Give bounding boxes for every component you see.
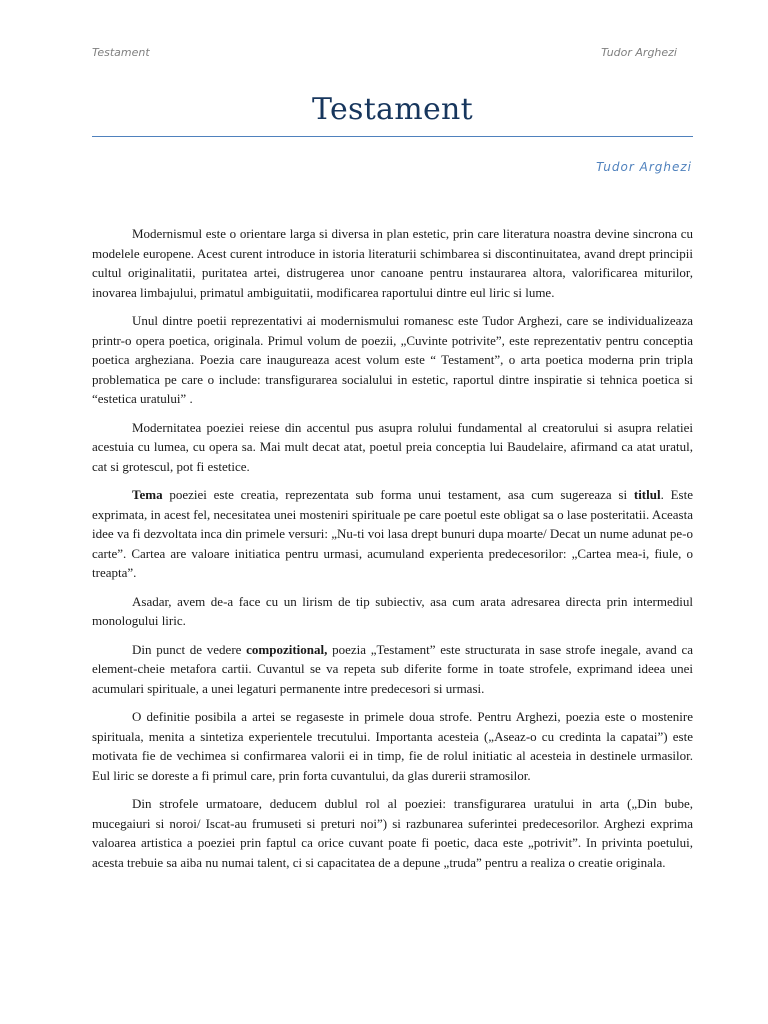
bold-term: Tema xyxy=(132,487,163,502)
paragraph-text: poezia „Testament” este structurata in sase strofe inegale, avand ca element-cheie metafora cartii. Cuvantul se va repeta sub diferite forme in toate strofele, exprimand ideea unei acumulari spirituale, a unei legaturi permanente intre predecesori si urmasi. xyxy=(92,641,693,696)
title-divider xyxy=(92,136,693,137)
paragraph xyxy=(92,640,693,699)
paragraph-text: . Este exprimata, in acest fel, necesitatea unei mosteniri spirituale pe care poetul este obligat sa o lase posteritatii. Aceasta idee va fi dezvoltata inca din primele versuri: „Nu-ti voi lasa drept bunuri dupa moarte/ Decat un nume adunat pe-o carte”. Cartea are valoare initiatica pentru urmasi, acumuland experienta predecesorilor: „Cartea mea-i, fiule, o treapta”. xyxy=(92,487,693,580)
paragraph xyxy=(92,485,693,583)
paragraph: Modernitatea poeziei reiese din accentul pus asupra rolului fundamental al creatorului si asupra relatiei acestuia cu lumea, cu opera sa. Mai mult decat atat, poetul preia conceptia lui Baudelaire, afirmand ca atat uratul, cat si grotescul, pot fi estetice. xyxy=(92,419,693,474)
paragraph: Asadar, avem de-a face cu un lirism de tip subiectiv, asa cum arata adresarea directa prin intermediul monologului liric. xyxy=(92,593,693,628)
page-title: Testament xyxy=(311,92,474,127)
paragraph: O definitie posibila a artei se regaseste in primele doua strofe. Pentru Arghezi, poezia este o mostenire spirituala, menita a sintetiza experientele trecutului. Importanta acesteia („Aseaz-o cu credinta la capatai”) este motivata fie de vechimea si confirmarea valorii ei in timp, fie de rolul initiatic al acesteia in destinele urmasilor. Eul liric se doreste a fi primul care, prin forta cuvantului, da glas durerii stramosilor. xyxy=(92,709,693,783)
running-header-right: Tudor Arghezi xyxy=(601,46,677,59)
paragraph: Din strofele urmatoare, deducem dublul rol al poeziei: transfigurarea uratului in arta („Din bube, mucegaiuri si noroi/ Iscat-au frumuseti si preturi noi”) si razbunarea suferintei predecesorilor. Arghezi exprima valoarea artistica a poeziei prin faptul ca orice cuvant poate fi poetic, daca este „potrivit”. In privinta poetului, acesta trebuie sa aiba nu numai talent, ci si capacitatea de a depune „truda” pentru a realiza o creatie originala. xyxy=(92,796,693,870)
running-header-left: Testament xyxy=(92,46,150,59)
paragraph-text: Din punct de vedere xyxy=(132,641,247,657)
paragraph: Modernismul este o orientare larga si diversa in plan estetic, prin care literatura noastra devine sincrona cu modelele europene. Acest curent introduce in istoria literaturii schimbarea si discontinuitatea, avand drept principii cultul originalitatii, puritatea artei, distrugerea unor canoane pentru instaurarea altora, valorificarea miturilor, inovarea limbajului, primatul ambiguitatii, modificarea raportului dintre eul liric si lume. xyxy=(92,226,693,300)
paragraph-text: poeziei este creatia, reprezentata sub forma unui testament, asa cum sugereaza si xyxy=(162,487,634,502)
author-subtitle: Tudor Arghezi xyxy=(596,160,692,174)
bold-term: compozitional, xyxy=(246,641,328,657)
bold-term: titlul xyxy=(633,487,661,502)
running-header xyxy=(92,46,677,59)
document-body xyxy=(92,224,693,881)
paragraph: Unul dintre poetii reprezentativi ai modernismului romanesc este Tudor Arghezi, care se individualizeaza printr-o opera poetica, originala. Primul volum de poezii, „Cuvinte potrivite”, este reprezentativ pentru conceptia poetica argheziana. Poezia care inaugureaza acest volum este “ Testament”, o arta poetica moderna prin tripla problematica pe care o include: transfigurarea socialului in estetic, raportul dintre inspiratie si tehnica poetica si “estetica uratului” . xyxy=(92,313,693,406)
